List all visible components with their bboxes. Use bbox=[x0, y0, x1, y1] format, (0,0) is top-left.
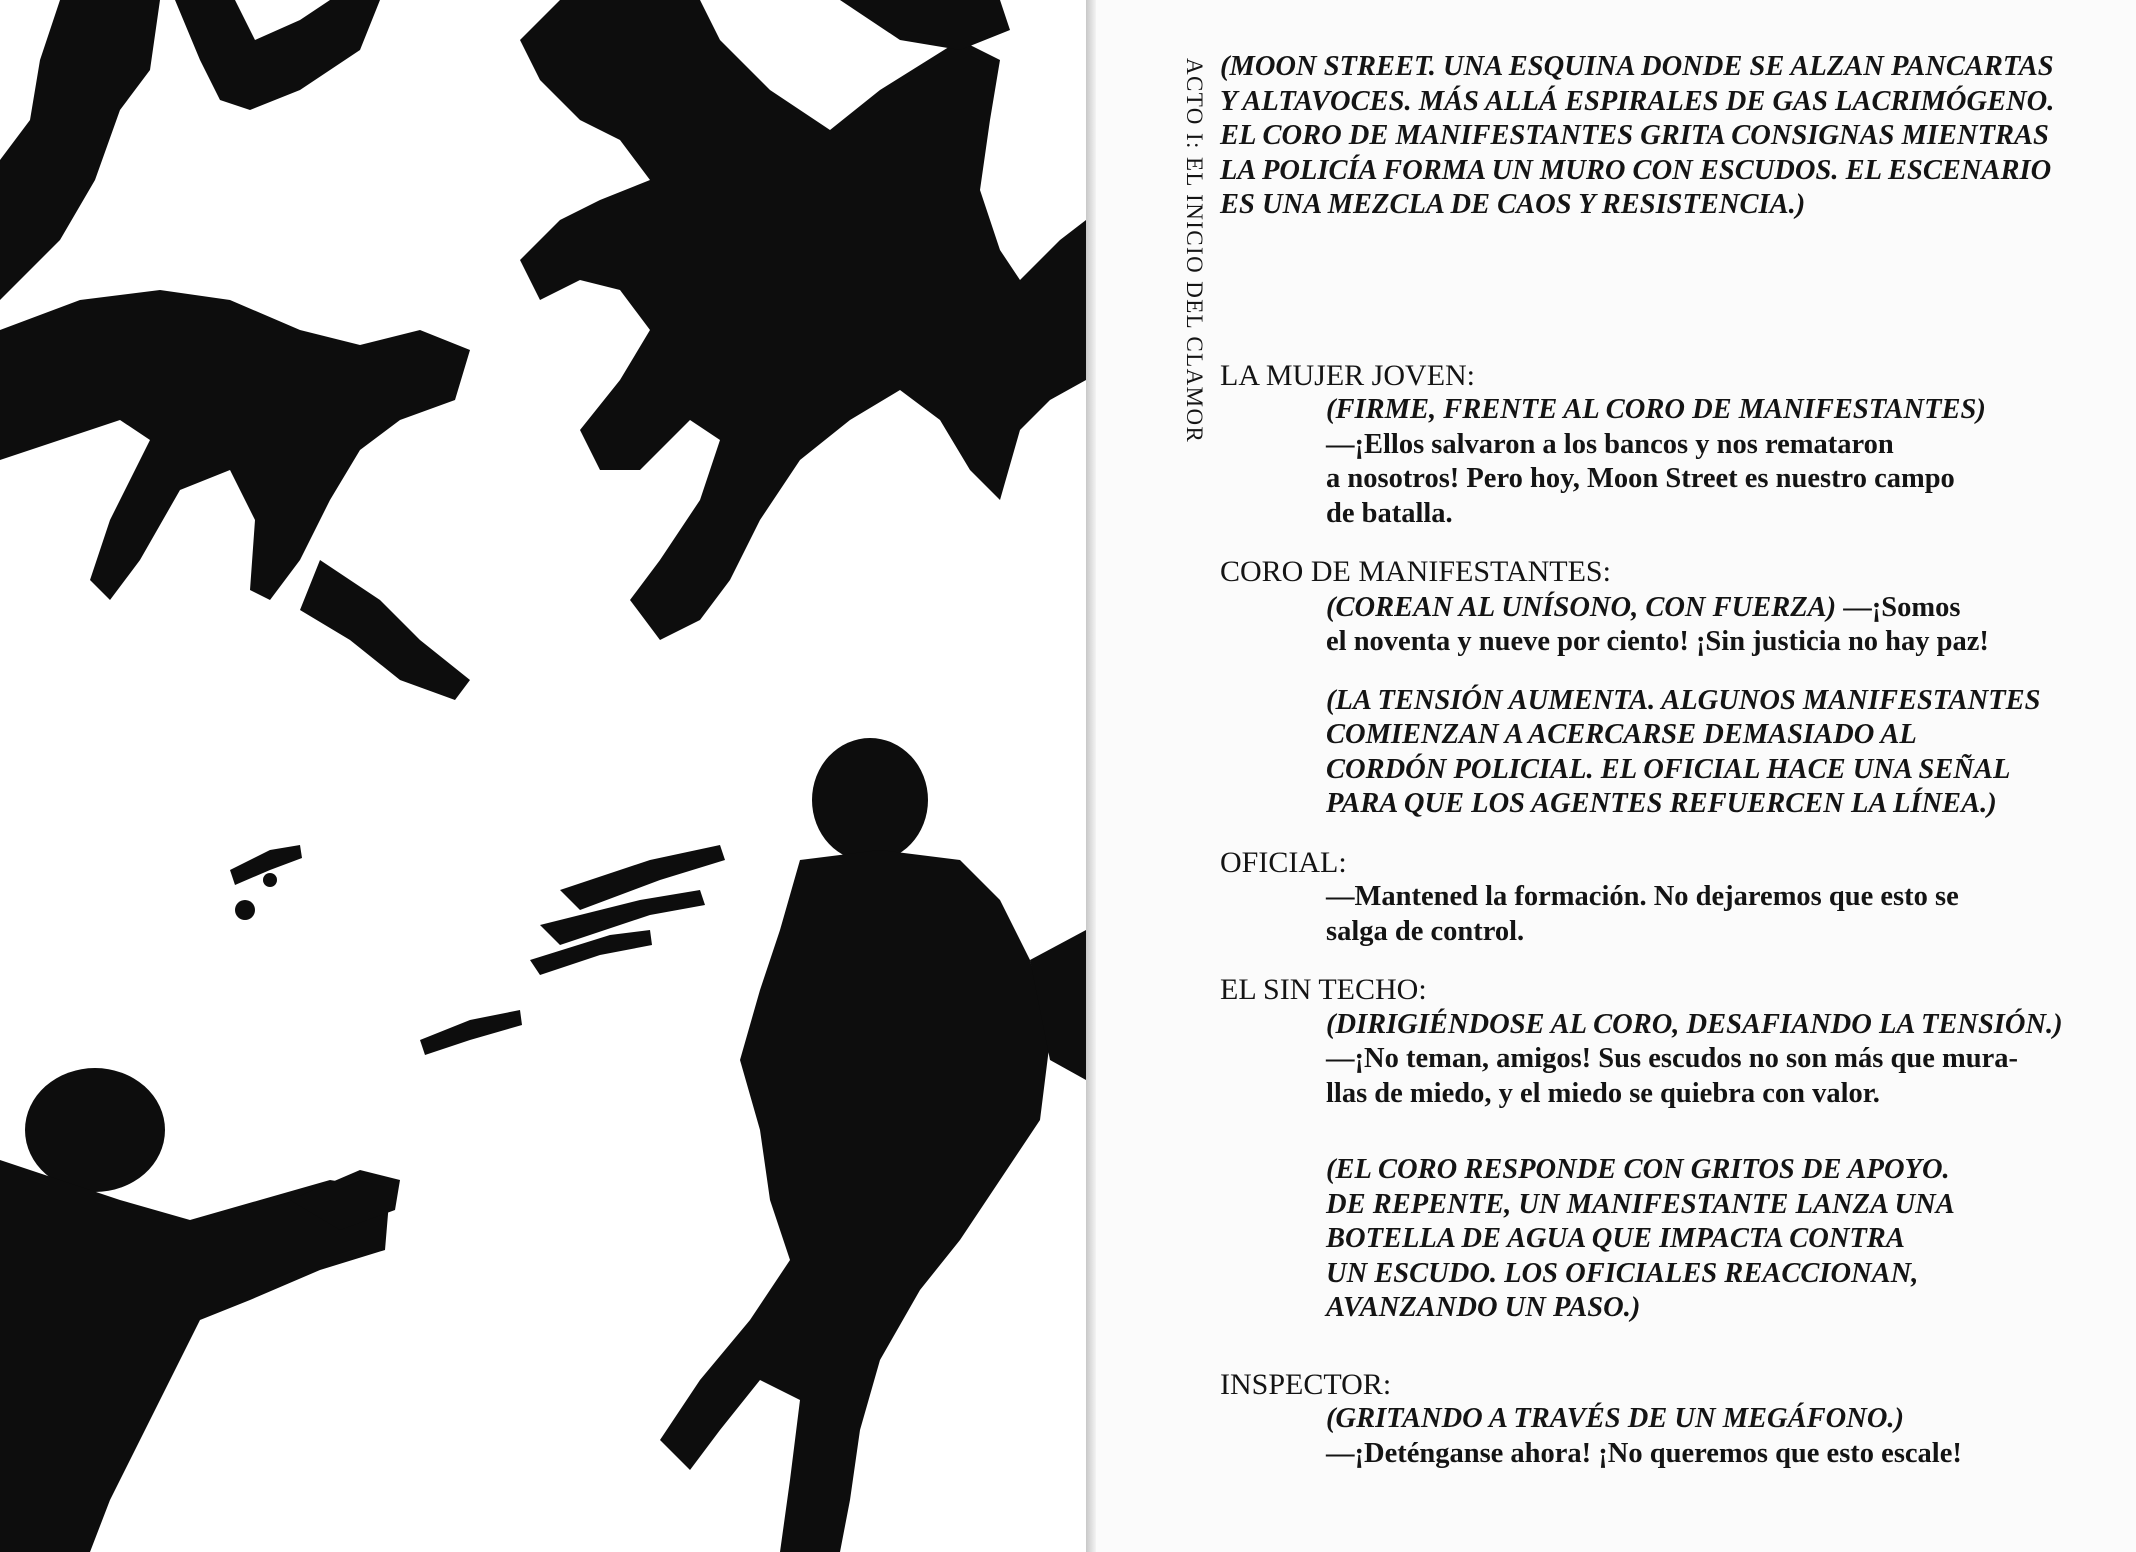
speaker-name: EL SIN TECHO: bbox=[1220, 973, 1427, 1006]
right-page bbox=[1096, 0, 2136, 1552]
direction-line: (LA TENSIÓN AUMENTA. ALGUNOS MANIFESTANTES bbox=[1326, 684, 2041, 716]
dialogue-line: —Mantened la formación. No dejaremos que esto se bbox=[1326, 881, 1959, 912]
direction-line: EL CORO DE MANIFESTANTES GRITA CONSIGNAS MIENTRAS bbox=[1220, 120, 2049, 151]
speaker-name: INSPECTOR: bbox=[1220, 1367, 1392, 1401]
direction-line: (EL CORO RESPONDE CON GRITOS DE APOYO. bbox=[1326, 1154, 1950, 1185]
script-content bbox=[1220, 50, 2090, 1471]
dialogue-line bbox=[1220, 590, 2090, 626]
spine-gutter bbox=[1086, 0, 1096, 1552]
dialogue-line: —¡Deténganse ahora! ¡No queremos que esto escale! bbox=[1326, 1437, 1962, 1469]
direction-line: AVANZANDO UN PASO.) bbox=[1326, 1292, 1641, 1323]
speaker-name: OFICIAL: bbox=[1220, 845, 1347, 879]
dialogue-line: llas de miedo, y el miedo se quiebra con valor. bbox=[1326, 1077, 1880, 1109]
block-inspector bbox=[1220, 1368, 2090, 1472]
dialogue-line: —¡Ellos salvaron a los bancos y nos remataron bbox=[1326, 428, 1894, 460]
dialogue-line: a nosotros! Pero hoy, Moon Street es nuestro campo bbox=[1326, 463, 1955, 494]
dialogue-line: el noventa y nueve por ciento! ¡Sin justicia no hay paz! bbox=[1326, 626, 1989, 657]
direction-line: CORDÓN POLICIAL. EL OFICIAL HACE UNA SEÑAL bbox=[1326, 753, 2011, 785]
direction-line: ES UNA MEZCLA DE CAOS Y RESISTENCIA.) bbox=[1220, 189, 1806, 220]
speaker-name: CORO DE MANIFESTANTES: bbox=[1220, 555, 1611, 588]
direction-line: COMIENZAN A ACERCARSE DEMASIADO AL bbox=[1326, 719, 1917, 750]
direction-line: PARA QUE LOS AGENTES REFUERCEN LA LÍNEA.) bbox=[1326, 788, 1997, 819]
direction-line: LA POLICÍA FORMA UN MURO CON ESCUDOS. EL ESCENARIO bbox=[1220, 154, 2052, 186]
dialogue-line: —¡No teman, amigos! Sus escudos no son más que mura- bbox=[1326, 1043, 2018, 1074]
stage-direction: (GRITANDO A TRAVÉS DE UN MEGÁFONO.) bbox=[1326, 1403, 1905, 1434]
dialogue-line: salga de control. bbox=[1326, 915, 1525, 947]
speaker-name: LA MUJER JOVEN: bbox=[1220, 358, 1476, 392]
running-head: ACTO I: EL INICIO DEL CLAMOR bbox=[1182, 58, 1207, 444]
direction-line: UN ESCUDO. LOS OFICIALES REACCIONAN, bbox=[1326, 1257, 1919, 1289]
stage-direction: (FIRME, FRENTE AL CORO DE MANIFESTANTES) bbox=[1326, 394, 1986, 425]
block-sin-techo bbox=[1220, 973, 2090, 1111]
block-mujer-joven bbox=[1220, 359, 2090, 532]
stage-direction: (COREAN AL UNÍSONO, CON FUERZA) bbox=[1326, 591, 1837, 623]
block-oficial bbox=[1220, 846, 2090, 950]
direction-line: Y ALTAVOCES. MÁS ALLÁ ESPIRALES DE GAS LACRIMÓGENO. bbox=[1220, 85, 2055, 117]
direction-line: BOTELLA DE AGUA QUE IMPACTA CONTRA bbox=[1326, 1223, 1905, 1254]
botella-stage-direction bbox=[1220, 1153, 2090, 1326]
stage-direction: (DIRIGIÉNDOSE AL CORO, DESAFIANDO LA TENSIÓN.) bbox=[1326, 1008, 2063, 1040]
block-coro bbox=[1220, 555, 2090, 660]
tension-stage-direction bbox=[1220, 684, 2090, 822]
dialogue-text: —¡Somos bbox=[1836, 591, 1961, 623]
direction-line: (MOON STREET. UNA ESQUINA DONDE SE ALZAN PANCARTAS bbox=[1220, 51, 2054, 82]
direction-line: DE REPENTE, UN MANIFESTANTE LANZA UNA bbox=[1326, 1188, 1955, 1220]
dialogue-line: de batalla. bbox=[1326, 497, 1453, 529]
opening-stage-direction bbox=[1220, 50, 2090, 223]
